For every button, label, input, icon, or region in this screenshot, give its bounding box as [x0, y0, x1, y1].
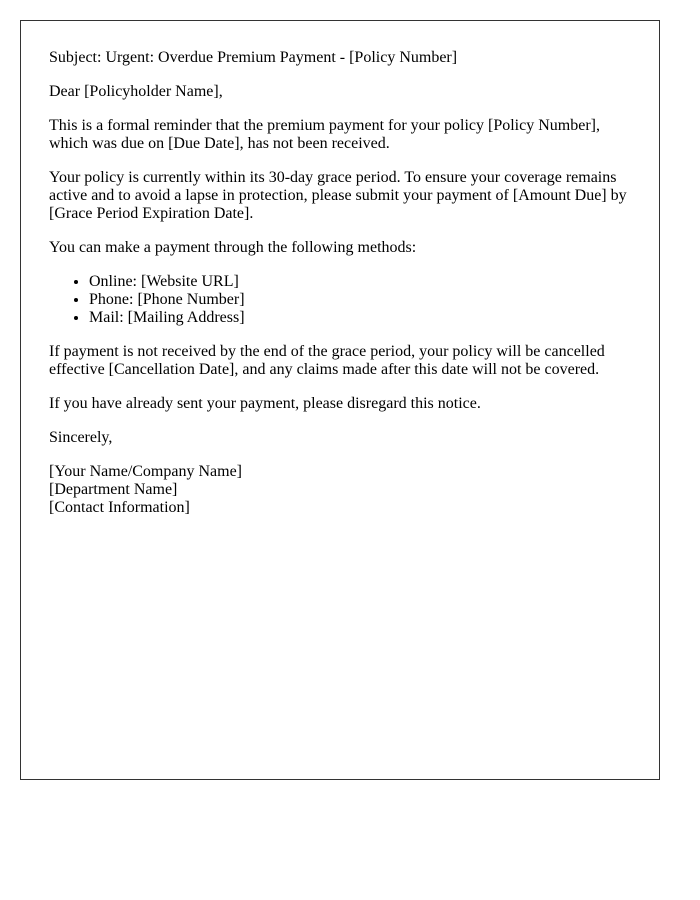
paragraph-grace-period: Your policy is currently within its 30-day grace period. To ensure your coverage remains active and to avoid a lapse in protection, please submit your payment of [Amount Due] by [Grace Period Expiration Date]. [49, 169, 627, 222]
list-item-online: • Online: [Website URL] [89, 273, 631, 291]
closing: Sincerely, [49, 429, 113, 446]
signature-contact: [Contact Information] [49, 499, 190, 516]
payment-methods-list [49, 273, 631, 327]
paragraph-payment-methods-intro: You can make a payment through the following methods: [49, 239, 417, 256]
subject-line: Subject: Urgent: Overdue Premium Payment - [Policy Number] [49, 49, 458, 66]
signature-block [49, 463, 631, 517]
paragraph-cancellation-warning: If payment is not received by the end of the grace period, your policy will be cancelled effective [Cancellation Date], and any claims made after this date will not be covered. [49, 343, 605, 378]
salutation: Dear [Policyholder Name], [49, 83, 223, 100]
paragraph-disregard: If you have already sent your payment, please disregard this notice. [49, 395, 481, 412]
list-item-mail: • Mail: [Mailing Address] [89, 309, 631, 327]
letter-page [20, 20, 660, 780]
signature-department: [Department Name] [49, 481, 178, 498]
signature-name: [Your Name/Company Name] [49, 463, 243, 480]
paragraph-overdue-notice: This is a formal reminder that the premium payment for your policy [Policy Number], which was due on [Due Date], has not been received. [49, 117, 600, 152]
list-item-phone: • Phone: [Phone Number] [89, 291, 631, 309]
